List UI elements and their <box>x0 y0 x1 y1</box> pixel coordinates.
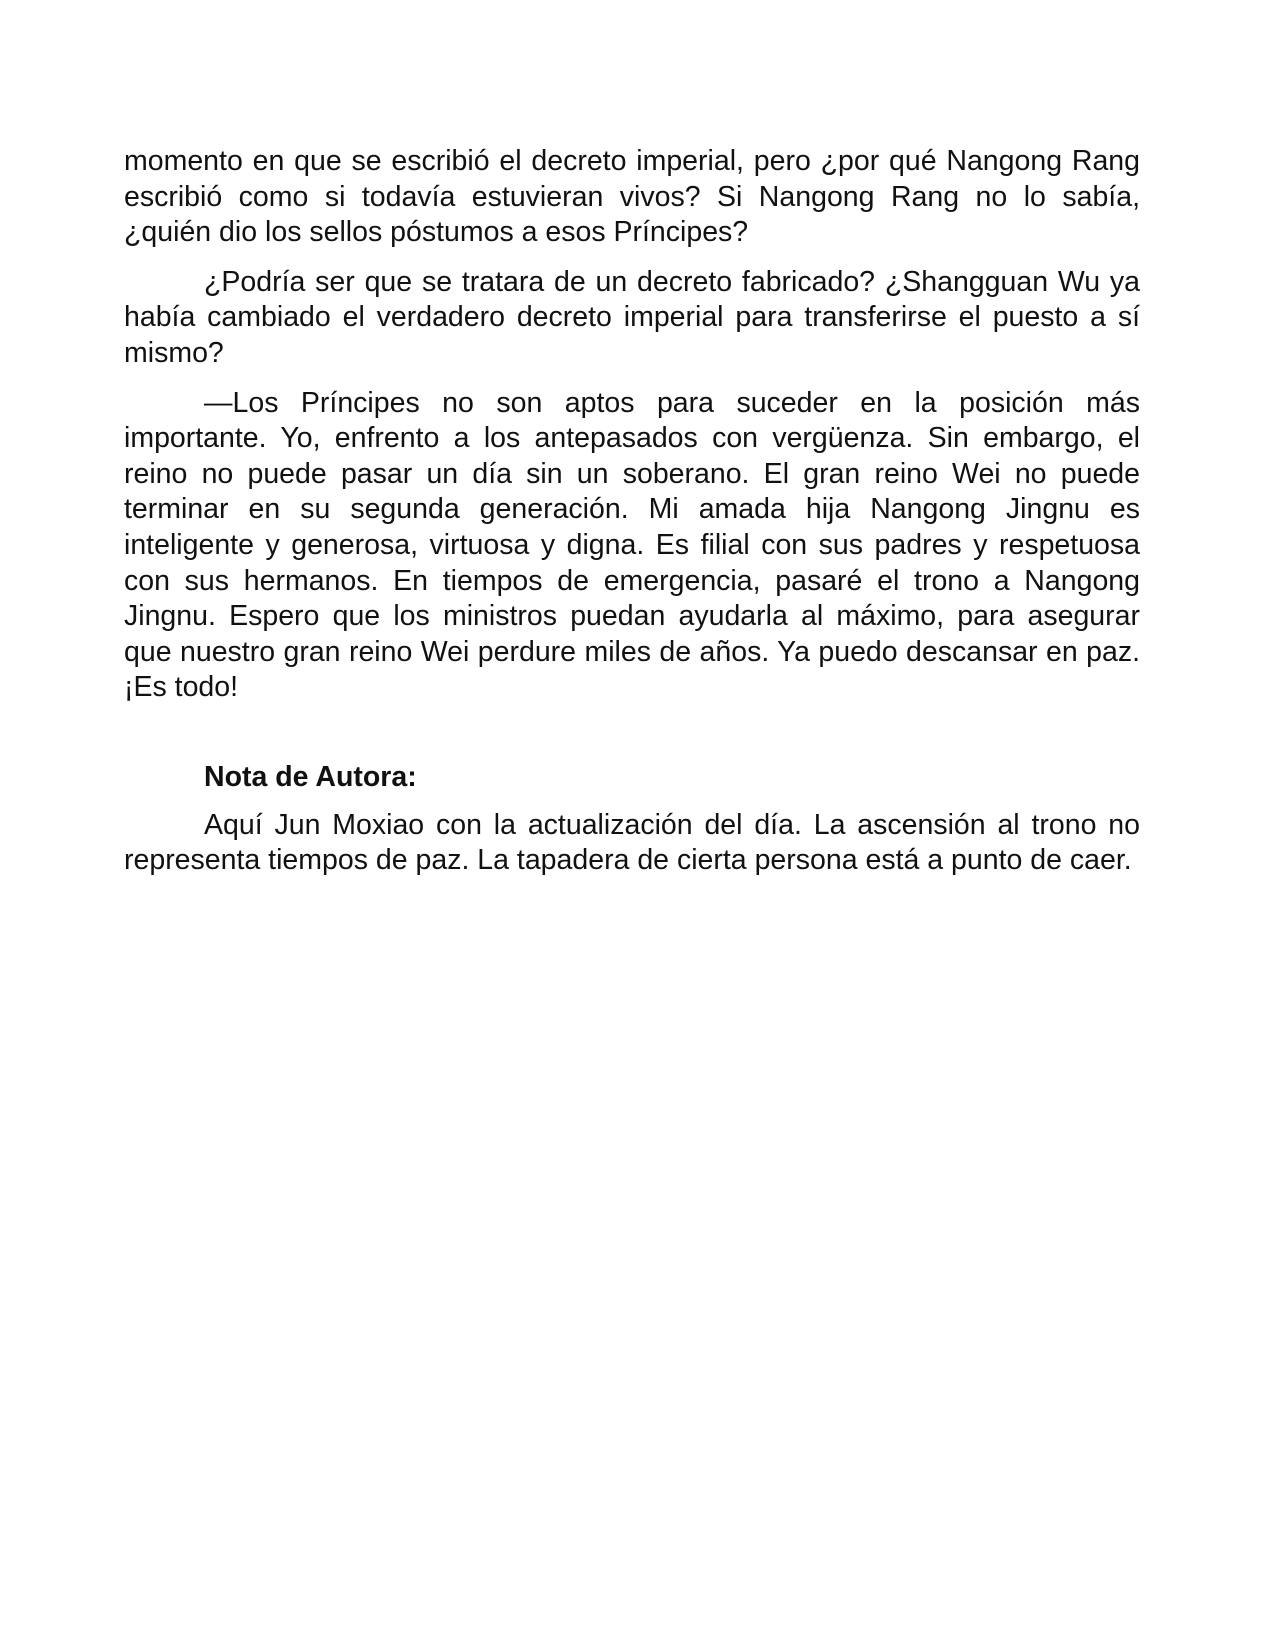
author-note-text: Aquí Jun Moxiao con la actualización del día. La ascensión al trono no representa tiempos de paz. La tapadera de cierta persona está a punto de caer. <box>124 808 1140 877</box>
author-note-heading: Nota de Autora: <box>204 760 417 793</box>
paragraph-continuation: momento en que se escribió el decreto imperial, pero ¿por qué Nangong Rang escribió como si todavía estuvieran vivos? Si Nangong Rang no lo sabía, ¿quién dio los sellos póstumos a esos Príncipes? <box>124 145 1140 249</box>
document-body <box>124 144 1140 893</box>
paragraph-decree: —Los Príncipes no son aptos para suceder en la posición más importante. Yo, enfrento a los antepasados con vergüenza. Sin embargo, el reino no puede pasar un día sin un soberano. El gran reino Wei no puede terminar en su segunda generación. Mi amada hija Nangong Jingnu es inteligente y generosa, virtuosa y digna. Es filial con sus padres y respetuosa con sus hermanos. En tiempos de emergencia, pasaré el trono a Nangong Jingnu. Espero que los ministros puedan ayudarla al máximo, para asegurar que nuestro gran reino Wei perdure miles de años. Ya puedo descansar en paz. ¡Es todo! <box>124 386 1140 704</box>
paragraph-question: ¿Podría ser que se tratara de un decreto fabricado? ¿Shangguan Wu ya había cambiado el verdadero decreto imperial para transferirse el puesto a sí mismo? <box>124 265 1140 369</box>
